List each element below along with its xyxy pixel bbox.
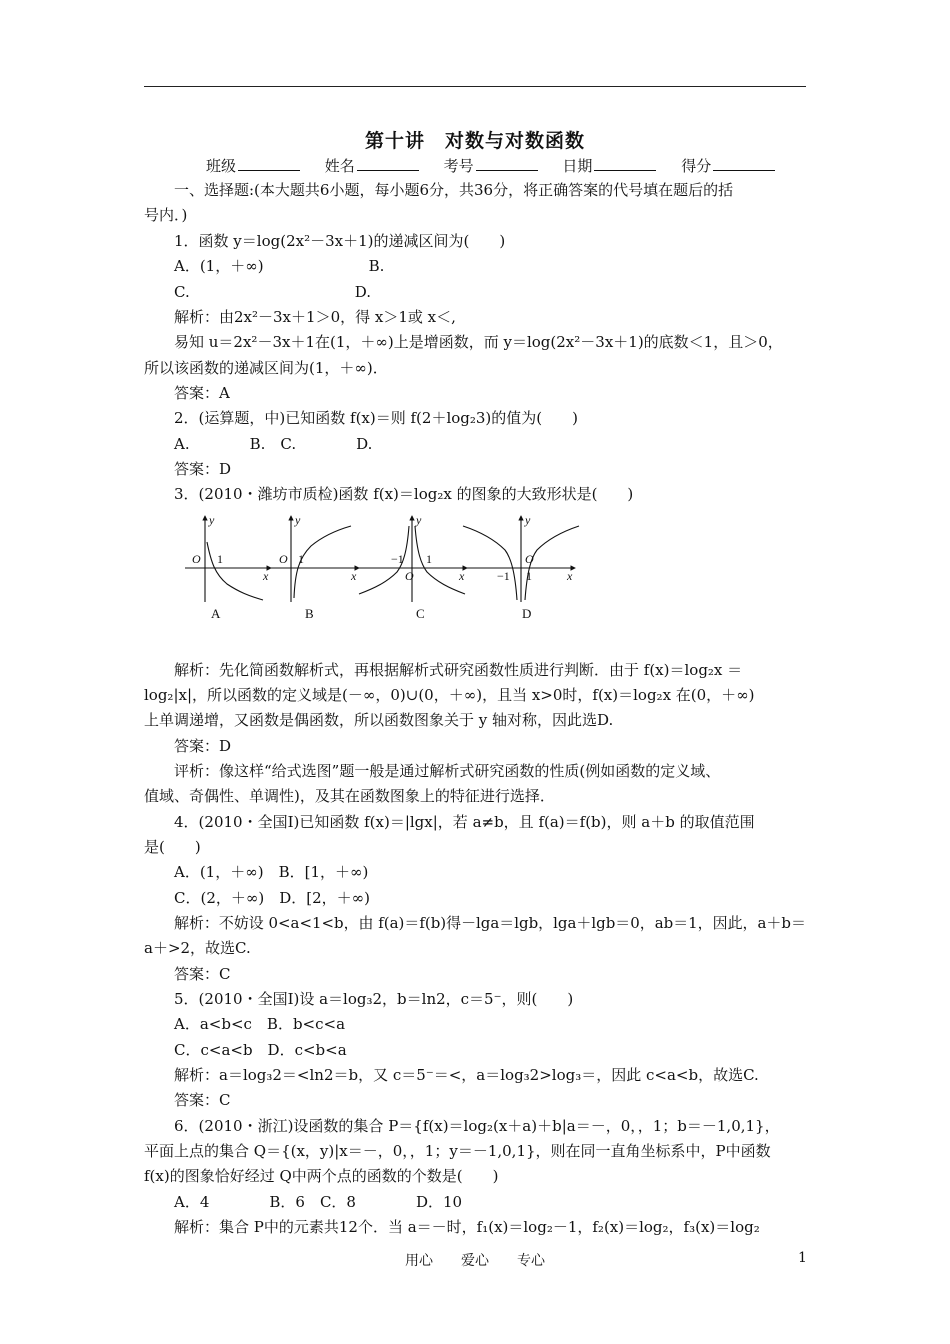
graph-d-x-label: x [567, 569, 573, 583]
field-date-label: 日期 [562, 157, 593, 175]
text-line: 1．函数 y＝log(2x²－3x＋1)的递减区间为( ) [174, 232, 506, 250]
text-line: 答案：D [174, 460, 232, 478]
text-line: 解析：集合 P中的元素共12个．当 a＝－时，f₁(x)＝log₂－1，f₂(x)＝log₂，f₃(x)＝log₂ [174, 1218, 760, 1236]
graph-b-tick-1: 1 [298, 552, 304, 566]
header-fields [206, 156, 775, 176]
graph-c-origin: O [405, 569, 414, 583]
text-line: A．a<b<c B．b<c<a [174, 1015, 346, 1033]
text-line: C．c<a<b D．c<b<a [174, 1041, 347, 1059]
text-line: 答案：C [174, 965, 231, 983]
field-name-label: 姓名 [324, 157, 355, 175]
field-score-label: 得分 [681, 157, 712, 175]
field-score-blank[interactable] [713, 156, 775, 171]
text-line: a＋>2，故选C. [144, 939, 251, 957]
text-line: 6．(2010・浙江)设函数的集合 P＝{f(x)＝log₂(x＋a)＋b|a＝－，0，，1；b＝－1,0,1}， [174, 1117, 780, 1135]
graph-a-x-label: x [263, 569, 269, 583]
question-3-graphs [183, 512, 583, 604]
graph-d-origin: O [525, 552, 534, 566]
graph-a-curve [207, 542, 263, 600]
footer-motto: 用心 爱心 专心 [405, 1253, 545, 1269]
text-line: 解析：不妨设 0<a<1<b，由 f(a)＝f(b)得－lga＝lgb，lga＋lgb＝0，ab＝1，因此，a＋b＝ [174, 914, 806, 932]
text-line: 3．(2010・潍坊市质检)函数 f(x)＝log₂x 的图象的大致形状是( ) [174, 485, 634, 503]
text-line: 解析：a＝log₃2＝<ln2＝b，又 c＝5⁻＝<，a＝log₃2>log₃＝，因此 c<a<b，故选C. [174, 1066, 759, 1084]
graph-c-x-label: x [459, 569, 465, 583]
graph-d-tick-1: 1 [526, 569, 532, 583]
text-line: A．(1，＋∞) B. [174, 257, 385, 275]
text-line: 4．(2010・全国Ⅰ)已知函数 f(x)＝|lgx|，若 a≠b，且 f(a)＝f(b)，则 a＋b 的取值范围 [174, 813, 755, 831]
graph-a-origin: O [192, 552, 201, 566]
field-name-blank[interactable] [357, 156, 419, 171]
text-line: C．(2，＋∞) D．[2，＋∞) [174, 889, 370, 907]
graph-d [461, 516, 579, 602]
text-line: 5．(2010・全国Ⅰ)设 a＝log₃2，b＝ln2，c＝5⁻，则( ) [174, 990, 574, 1008]
text-line: A．(1，＋∞) B．[1，＋∞) [174, 863, 369, 881]
text-line: C. D. [174, 283, 371, 301]
graph-c-y-label: y [416, 513, 422, 527]
text-line: 平面上点的集合 Q＝{(x，y)|x＝－，0，，1；y＝－1,0,1}，则在同一直角坐标系中，P中函数 [144, 1142, 771, 1160]
text-line: 评析：像这样“给式选图”题一般是通过解析式研究函数的性质(例如函数的定义域、 [174, 762, 721, 780]
graph-c [355, 516, 467, 602]
text-line: f(x)的图象恰好经过 Q中两个点的函数的个数是( ) [144, 1167, 499, 1185]
graph-d-y-label: y [525, 513, 531, 527]
graph-a-y-label: y [209, 513, 215, 527]
graph-c-curve-right [415, 526, 465, 594]
graph-a-label: A [211, 606, 221, 621]
graph-b-x-label: x [351, 569, 357, 583]
page-title: 第十讲 对数与对数函数 [364, 130, 585, 152]
field-exam-no-blank[interactable] [476, 156, 538, 171]
graph-c-label: C [416, 606, 425, 621]
text-line: 所以该函数的递减区间为(1，＋∞)． [144, 359, 388, 377]
text-line: 解析：由2x²－3x＋1＞0，得 x＞1或 x＜, [174, 308, 456, 326]
text-line: 答案：D [174, 737, 232, 755]
graph-c-tick-neg1: −1 [391, 552, 404, 566]
text-line: 值域、奇偶性、单调性)，及其在函数图象上的特征进行选择． [144, 787, 555, 805]
field-date-blank[interactable] [594, 156, 656, 171]
graph-c-tick-1: 1 [426, 552, 432, 566]
field-class-blank[interactable] [238, 156, 300, 171]
text-line: 易知 u＝2x²－3x＋1在(1，＋∞)上是增函数，而 y＝log(2x²－3x＋1)的底数＜1，且＞0， [174, 333, 783, 351]
text-line: 2．(运算题，中)已知函数 f(x)＝则 f(2＋log₂3)的值为( ) [174, 409, 578, 427]
text-line: 一、选择题:(本大题共6小题，每小题6分，共36分，将正确答案的代号填在题后的括 [174, 181, 734, 199]
text-line: 上单调递增，又函数是偶函数，所以函数图象关于 y 轴对称，因此选D. [144, 711, 614, 729]
graph-b-label: B [305, 606, 314, 621]
text-line: log₂|x|，所以函数的定义域是(－∞，0)∪(0，＋∞)，且当 x>0时，f(x)＝log₂x 在(0，＋∞) [144, 686, 755, 704]
field-exam-no-label: 考号 [443, 157, 474, 175]
text-line: 号内．) [144, 206, 188, 224]
graph-a-tick-1: 1 [217, 552, 223, 566]
text-line: A．4 B．6 C．8 D．10 [174, 1193, 463, 1211]
graph-b-y-label: y [295, 513, 301, 527]
field-class-label: 班级 [206, 157, 237, 175]
text-line: 解析：先化简函数解析式，再根据解析式研究函数性质进行判断．由于 f(x)＝log₂x ＝ [174, 661, 743, 679]
graph-d-label: D [522, 606, 532, 621]
text-line: 答案：A [174, 384, 230, 402]
text-line: A. B. C. D. [174, 435, 373, 453]
text-line: 是( ) [144, 838, 201, 856]
page-number: 1 [798, 1250, 807, 1266]
graph-d-tick-neg1: −1 [497, 569, 510, 583]
header-rule [144, 86, 806, 87]
text-line: 答案：C [174, 1091, 231, 1109]
graph-d-curve-left [463, 526, 517, 600]
graph-b-origin: O [279, 552, 288, 566]
